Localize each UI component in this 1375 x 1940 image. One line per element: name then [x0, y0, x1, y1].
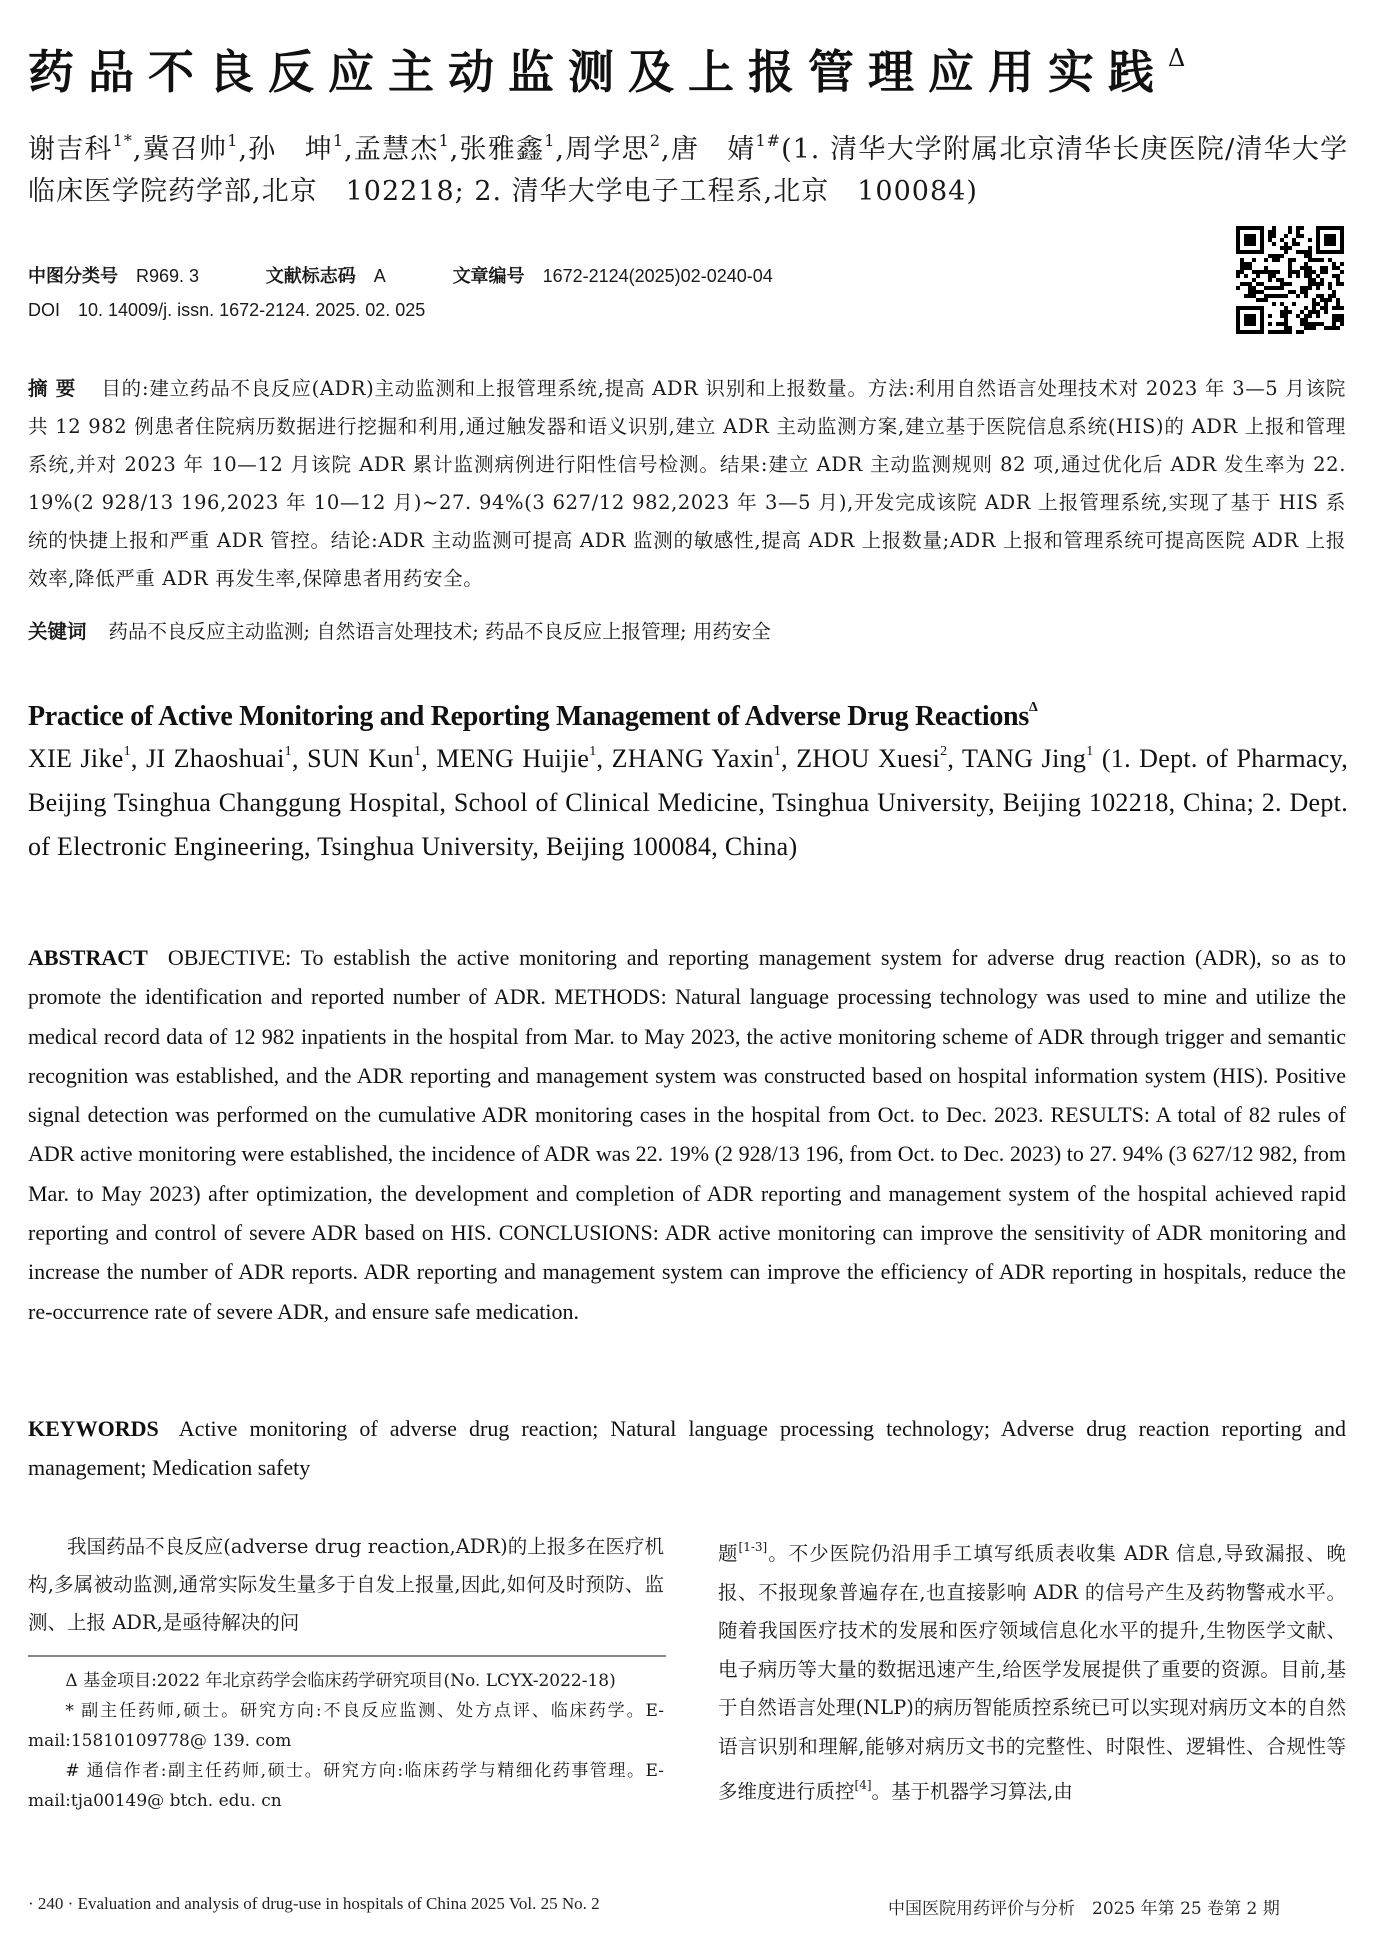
- author-sup: 1: [773, 744, 782, 759]
- author-sup: 1: [589, 744, 597, 759]
- author-sup: 1: [1086, 744, 1094, 759]
- author-cn: 张雅鑫: [459, 134, 545, 165]
- funding-mark: Δ: [1028, 700, 1038, 715]
- article-title-en: [28, 690, 1358, 735]
- author-cn: 孙 坤: [248, 134, 333, 165]
- article-title-cn: [28, 28, 1358, 102]
- authors-en: XIE Jike$^1$, JI Zhaoshuai$^1$, SUN Kun$^1$, MENG Huijie$^1$, ZHANG Yaxin$^1$, ZHOU Xuesi$^2$, TANG Jing$^1$ (1. Dept. of Pharmacy, Beijing Tsinghua Changgung Hospital, School of Clinical Medicine, Tsinghua University, Beijing 102218, China; 2. Dept. of Electronic Engineering, Tsinghua University, Beijing 100084, China): [28, 744, 1348, 861]
- doi-value[interactable]: 10. 14009/j. issn. 1672-2124. 2025. 02. 025: [78, 300, 426, 320]
- clc-value: R969. 3: [136, 266, 200, 286]
- author-en: JI Zhaoshuai: [146, 744, 285, 773]
- author-en: TANG Jing: [962, 744, 1087, 773]
- doi-label: DOI: [28, 300, 61, 320]
- author-sup: 1: [438, 131, 450, 150]
- article-no-label: 文章编号: [452, 266, 525, 287]
- doc-code-value: A: [373, 266, 386, 286]
- article-no-value: 1672-2124(2025)02-0240-04: [542, 266, 773, 286]
- title-en-text: Practice of Active Monitoring and Reporting Management of Adverse Drug Reactions: [28, 701, 1029, 732]
- author-sup: 1*: [112, 131, 133, 150]
- footnote-funding: Δ 基金项目:2022 年北京药学会临床药学研究项目(No. LCYX-2022-18): [65, 1671, 616, 1691]
- author-sup: 1: [123, 744, 131, 759]
- author-sup: 1: [544, 131, 556, 150]
- authors-cn: 谢吉科$^{1*}$,冀召帅$^1$,孙 坤$^1$,孟慧杰$^1$,张雅鑫$^1$,周学思$^2$,唐 婧$^{1\#}$(1. 清华大学附属北京清华长庚医院/清华大学临床医学院药学部,北京 102218; 2. 清华大学电子工程系,北京 100084): [28, 131, 1349, 207]
- classification-row: [28, 262, 835, 291]
- author-en: SUN Kun: [307, 744, 414, 773]
- author-en: XIE Jike: [28, 744, 124, 773]
- funding-mark: Δ: [1168, 44, 1186, 72]
- doc-code-label: 文献标志码: [265, 266, 356, 287]
- footnote-divider: [28, 1655, 666, 1657]
- author-cn: 冀召帅: [142, 134, 228, 165]
- keywords-en: [28, 1409, 1346, 1487]
- keywords-cn-label: 关键词: [28, 620, 87, 643]
- footnote-first-author: * 副主任药师,硕士。研究方向:不良反应监测、处方点评、临床药学。E-mail:15810109778@ 139. com: [28, 1701, 664, 1751]
- affiliation-cn: (1. 清华大学附属北京清华长庚医院/清华大学临床医学院药学部,北京 102218; 2. 清华大学电子工程系,北京 100084): [28, 134, 1349, 207]
- page-footer-right: 中国医院用药评价与分析 2025 年第 25 卷第 2 期: [888, 1899, 1280, 1919]
- body-text: 。基于机器学习算法,由: [871, 1780, 1073, 1803]
- keywords-cn: [28, 616, 1346, 648]
- keywords-cn-text: 药品不良反应主动监测; 自然语言处理技术; 药品不良反应上报管理; 用药安全: [108, 620, 771, 643]
- author-cn: 唐 婧: [670, 134, 756, 165]
- author-cn: 谢吉科: [28, 134, 113, 165]
- body-column-right: [718, 1528, 1346, 1812]
- author-en: MENG Huijie: [436, 744, 590, 773]
- keywords-en-label: KEYWORDS: [28, 1416, 159, 1441]
- clc-label: 中图分类号: [28, 266, 118, 287]
- body-paragraph: 我国药品不良反应(adverse drug reaction,ADR)的上报多在医疗机构,多属被动监测,通常实际发生量多于自发上报量,因此,如何及时预防、监测、上报 ADR,是亟待解决的问: [28, 1535, 664, 1634]
- abstract-en: [28, 938, 1346, 1331]
- page-footer-left: · 240 · Evaluation and analysis of drug-use in hospitals of China 2025 Vol. 25 No. 2: [28, 1894, 600, 1913]
- author-sup: 1: [413, 744, 422, 759]
- affiliation-en: (1. Dept. of Pharmacy, Beijing Tsinghua Changgung Hospital, School of Clinical Medicine, Tsinghua University, Beijing 102218, China; 2. Dept. of Electronic Engineering, Tsinghua University, Beijing 100084, China): [28, 744, 1348, 861]
- author-en: ZHANG Yaxin: [611, 744, 774, 773]
- author-sup: 1: [332, 131, 345, 150]
- title-cn-text: 药品不良反应主动监测及上报管理应用实践: [28, 45, 1168, 99]
- abstract-cn-text: 目的:建立药品不良反应(ADR)主动监测和上报管理系统,提高 ADR 识别和上报数量。方法:利用自然语言处理技术对 2023 年 3—5 月该院共 12 982 例患者住院病历数据进行挖掘和利用,通过触发器和语义识别,建立 ADR 主动监测方案,建立基于医院信息系统(HIS)的 ADR 上报和管理系统,并对 2023 年 10—12 月该院 ADR 累计监测病例进行阳性信号检测。结果:建立 ADR 主动监测规则 82 项,通过优化后 ADR 发生率为 22. 19%(2 928/13 196,2023 年 10—12 月)~27. 94%(3 627/12 982,2023 年 3—5 月),开发完成该院 ADR 上报管理系统,实现了基于 HIS 系统的快捷上报和严重 ADR 管控。结论:ADR 主动监测可提高 ADR 监测的敏感性,提高 ADR 上报数量;ADR 上报和管理系统可提高医院 ADR 上报效率,降低严重 ADR 再发生率,保障患者用药安全。: [28, 377, 1346, 590]
- keywords-en-text: Active monitoring of adverse drug reaction; Natural language processing technology; Adverse drug reaction reporting and management; Medication safety: [28, 1416, 1346, 1480]
- doi-row: [28, 296, 487, 325]
- footnote-corresponding-author: # 通信作者:副主任药师,硕士。研究方向:临床药学与精细化药事管理。E-mail:tja00149@ btch. edu. cn: [28, 1761, 664, 1811]
- citation-ref[interactable]: [4]: [854, 1778, 872, 1792]
- body-column-left: [28, 1528, 664, 1642]
- author-en: ZHOU Xuesi: [796, 744, 941, 773]
- author-sup: 2: [940, 744, 948, 759]
- abstract-en-label: ABSTRACT: [28, 945, 148, 970]
- author-cn: 孟慧杰: [353, 134, 439, 165]
- abstract-cn: [28, 370, 1346, 598]
- body-text: 题: [718, 1542, 739, 1565]
- author-sup: 1#: [755, 131, 782, 150]
- abstract-en-text: OBJECTIVE: To establish the active monitoring and reporting management system for adverse drug reaction (ADR), so as to promote the identification and reported number of ADR. METHODS: Natural language processing technology was used to mine and utilize the medical record data of 12 982 inpatients in the hospital from Mar. to May 2023, the active monitoring scheme of ADR through trigger and semantic recognition was established, and the ADR reporting and management system was constructed based on hospital information system (HIS). Positive signal detection was performed on the cumulative ADR monitoring cases in the hospital from Oct. to Dec. 2023. RESULTS: A total of 82 rules of ADR active monitoring were established, the incidence of ADR was 22. 19% (2 928/13 196, from Oct. to Dec. 2023) to 27. 94% (3 627/12 982, from Mar. to May 2023) after optimization, the development and completion of ADR reporting and management system of the hospital achieved rapid reporting and control of severe ADR based on HIS. CONCLUSIONS: ADR active monitoring can improve the sensitivity of ADR monitoring and increase the number of ADR reports. ADR reporting and management system can improve the efficiency of ADR reporting in hospitals, reduce the re-occurrence rate of severe ADR, and ensure safe medication.: [28, 945, 1346, 1324]
- author-sup: 1: [227, 131, 239, 150]
- abstract-cn-label: 摘要: [28, 377, 84, 400]
- author-cn: 周学思: [564, 134, 650, 165]
- body-paragraph: [718, 1528, 1346, 1812]
- body-text: 。不少医院仍沿用手工填写纸质表收集 ADR 信息,导致漏报、晚报、不报现象普遍存在,也直接影响 ADR 的信号产生及药物警戒水平。随着我国医疗技术的发展和医疗领域信息化水平的提升,生物医学文献、电子病历等大量的数据迅速产生,给医学发展提供了重要的资源。目前,基于自然语言处理(NLP)的病历智能质控系统已可以实现对病历文本的自然语言识别和理解,能够对病历文书的完整性、时限性、逻辑性、合规性等多维度进行质控: [718, 1542, 1346, 1803]
- citation-ref[interactable]: [1-3]: [738, 1540, 768, 1554]
- author-sup: 1: [284, 744, 292, 759]
- author-sup: 2: [649, 131, 662, 150]
- qr-code-icon[interactable]: [1236, 226, 1344, 334]
- footnotes: [28, 1666, 664, 1816]
